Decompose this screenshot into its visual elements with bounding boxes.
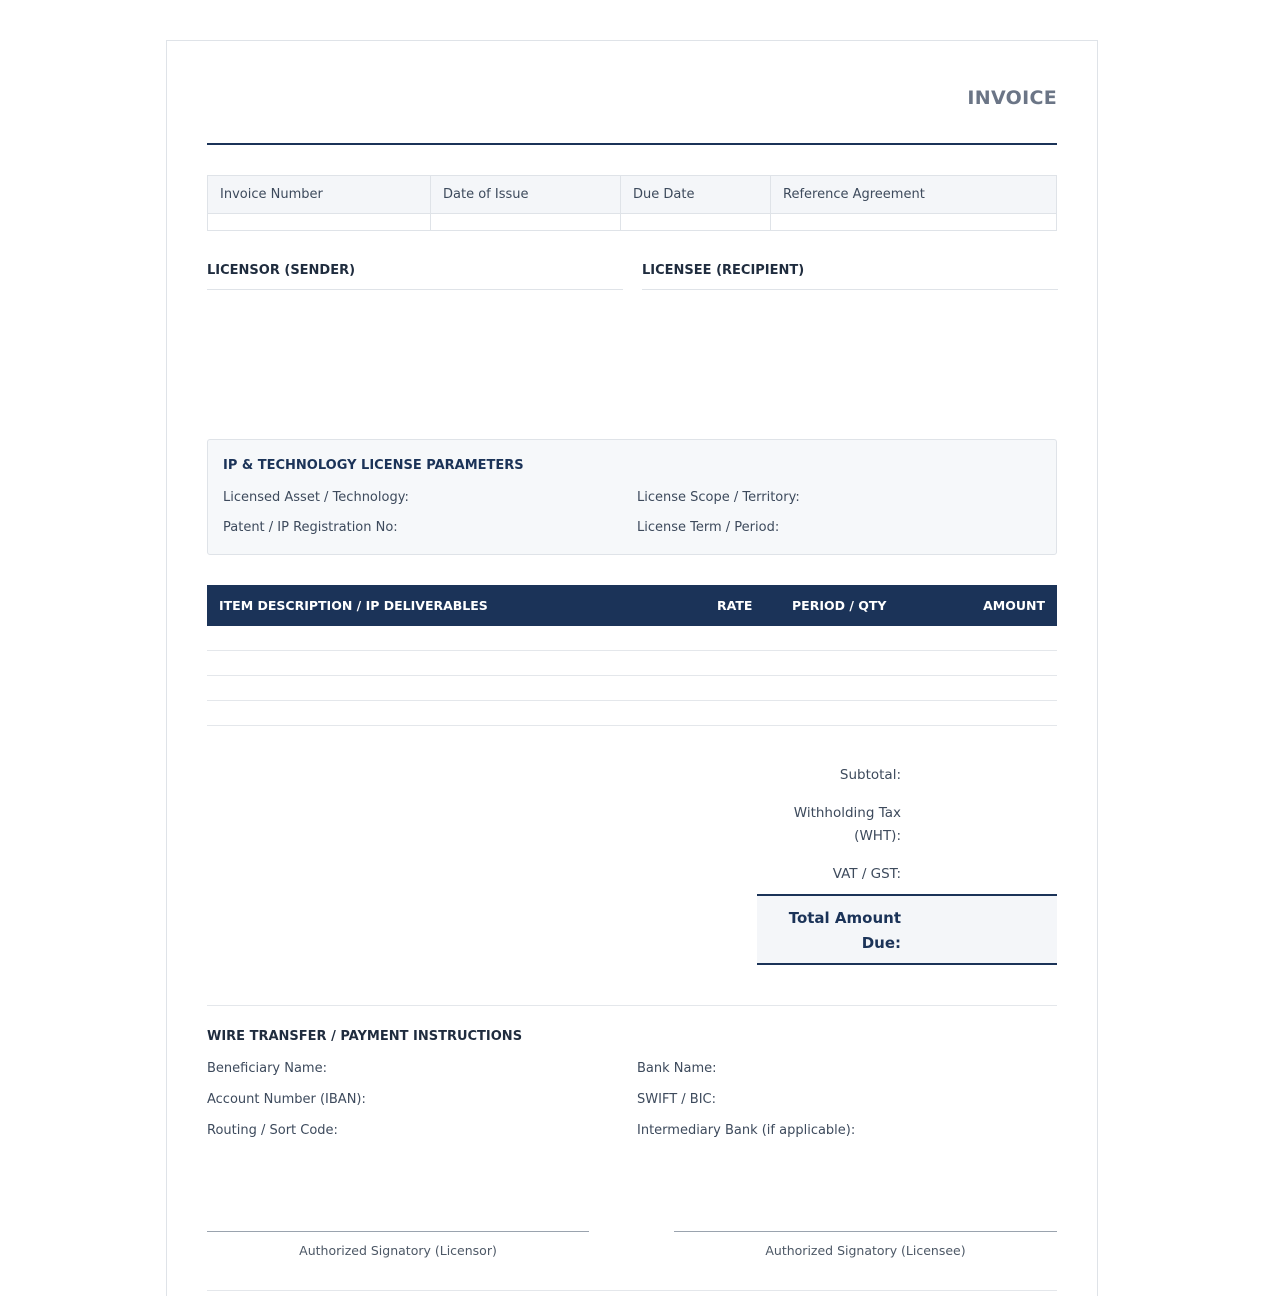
licensee-section xyxy=(642,263,1058,290)
items-table-header xyxy=(207,585,1057,626)
license-parameters-box xyxy=(207,439,1057,555)
table-row[interactable] xyxy=(207,700,1057,701)
licensor-heading: LICENSOR (SENDER) xyxy=(207,263,356,278)
meta-header-reference-agreement: Reference Agreement xyxy=(783,187,925,202)
reference-agreement-value[interactable] xyxy=(771,214,1056,230)
beneficiary-name-label: Beneficiary Name: xyxy=(207,1061,327,1076)
invoice-title: INVOICE xyxy=(967,87,1057,109)
title-divider xyxy=(207,143,1057,145)
section-divider xyxy=(207,1005,1057,1006)
column-item-description: ITEM DESCRIPTION / IP DELIVERABLES xyxy=(219,598,488,613)
table-row[interactable] xyxy=(207,650,1057,651)
invoice-number-value[interactable] xyxy=(208,214,431,230)
licensed-asset-label: Licensed Asset / Technology: xyxy=(223,490,409,505)
withholding-tax-label: Withholding Tax xyxy=(793,805,901,821)
column-amount: AMOUNT xyxy=(983,598,1045,613)
patent-registration-label: Patent / IP Registration No: xyxy=(223,520,398,535)
date-of-issue-value[interactable] xyxy=(431,214,621,230)
meta-header-date-of-issue: Date of Issue xyxy=(431,176,621,213)
licensor-section xyxy=(207,263,623,290)
swift-bic-label: SWIFT / BIC: xyxy=(637,1092,716,1107)
licensee-heading: LICENSEE (RECIPIENT) xyxy=(642,263,805,278)
account-number-label: Account Number (IBAN): xyxy=(207,1092,366,1107)
licensee-signature-line[interactable] xyxy=(674,1231,1057,1232)
routing-sort-code-label: Routing / Sort Code: xyxy=(207,1123,338,1138)
vat-gst-label: VAT / GST: xyxy=(832,866,901,882)
footer-divider xyxy=(207,1290,1057,1291)
invoice-page xyxy=(166,40,1098,1296)
licensor-signature-line[interactable] xyxy=(207,1231,589,1232)
column-rate: RATE xyxy=(717,598,753,613)
column-period-qty: PERIOD / QTY xyxy=(792,598,887,613)
table-row[interactable] xyxy=(207,725,1057,726)
total-amount-label xyxy=(761,906,901,956)
intermediary-bank-label: Intermediary Bank (if applicable): xyxy=(637,1123,856,1138)
total-amount-box xyxy=(757,894,1057,965)
license-term-label: License Term / Period: xyxy=(637,520,780,535)
withholding-tax-label-suffix: (WHT): xyxy=(854,828,901,844)
meta-header-due-date: Due Date xyxy=(621,176,771,213)
table-row[interactable] xyxy=(207,675,1057,676)
license-scope-label: License Scope / Territory: xyxy=(637,490,800,505)
total-amount-label-line1: Total Amount xyxy=(788,909,901,927)
bank-name-label: Bank Name: xyxy=(637,1061,717,1076)
wire-transfer-heading: WIRE TRANSFER / PAYMENT INSTRUCTIONS xyxy=(207,1029,523,1044)
due-date-value[interactable] xyxy=(621,214,771,230)
meta-header-row xyxy=(208,176,1056,214)
licensor-signature-caption: Authorized Signatory (Licensor) xyxy=(299,1243,497,1258)
invoice-meta-table xyxy=(207,175,1057,231)
meta-header-invoice-number: Invoice Number xyxy=(208,176,431,213)
total-amount-label-line2: Due: xyxy=(861,934,901,952)
licensee-signature-caption: Authorized Signatory (Licensee) xyxy=(765,1243,966,1258)
license-parameters-heading: IP & TECHNOLOGY LICENSE PARAMETERS xyxy=(223,458,524,473)
meta-value-row xyxy=(208,214,1056,230)
subtotal-label: Subtotal: xyxy=(839,767,901,783)
